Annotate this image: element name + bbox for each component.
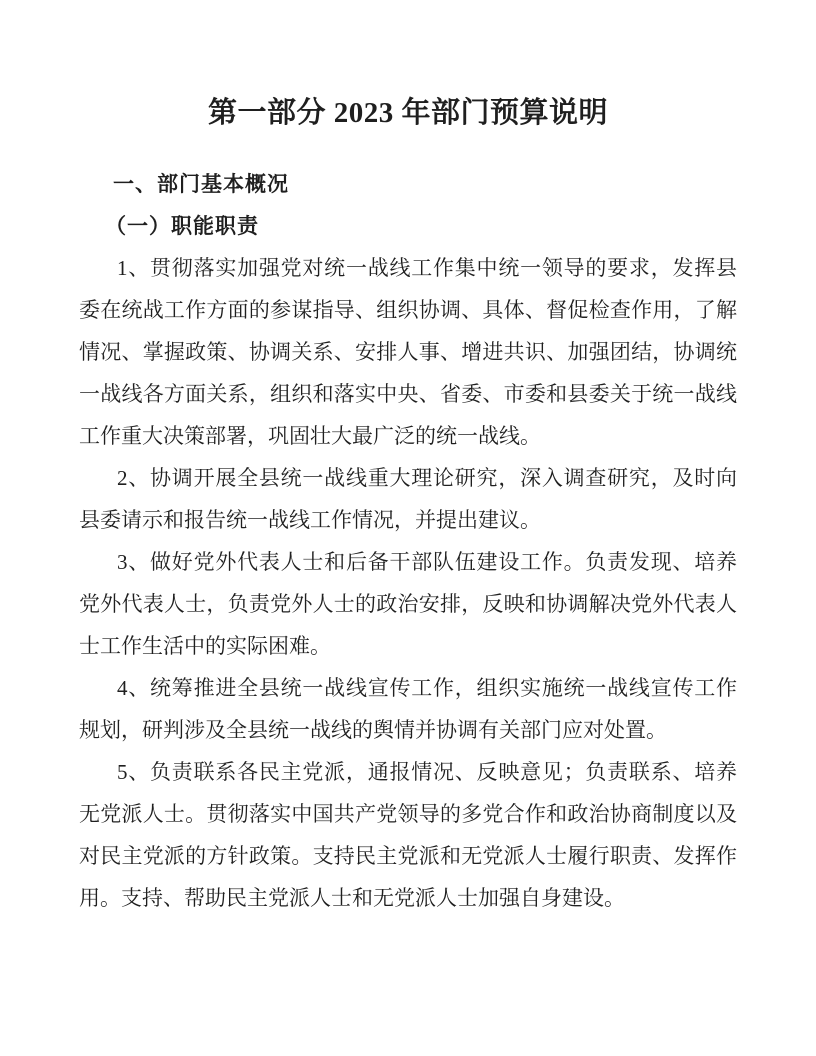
- body-text: [79, 247, 737, 919]
- paragraph-1-line-2: 委在统战工作方面的参谋指导、组织协调、具体、督促检查作用，了解: [79, 298, 737, 322]
- document-content: [79, 163, 737, 919]
- paragraph-5-line-2: 无党派人士。贯彻落实中国共产党领导的多党合作和政治协商制度以及: [79, 802, 737, 826]
- paragraph-2-line-1: 2、协调开展全县统一战线重大理论研究，深入调查研究，及时向: [117, 466, 737, 490]
- paragraph-2-line-2: 县委请示和报告统一战线工作情况，并提出建议。: [79, 508, 541, 532]
- document-title: 第一部分 2023 年部门预算说明: [207, 97, 608, 129]
- paragraph-1-line-3: 情况、掌握政策、协调关系、安排人事、增进共识、加强团结，协调统: [79, 340, 737, 364]
- paragraph-3-line-1: 3、做好党外代表人士和后备干部队伍建设工作。负责发现、培养: [117, 550, 737, 574]
- paragraph-5-line-4: 用。支持、帮助民主党派人士和无党派人士加强自身建设。: [79, 886, 625, 910]
- paragraph-5-line-3: 对民主党派的方针政策。支持民主党派和无党派人士履行职责、发挥作: [79, 844, 737, 868]
- subsection-heading: （一）职能职责: [105, 214, 259, 238]
- paragraph-3-line-2: 党外代表人士，负责党外人士的政治安排，反映和协调解决党外代表人: [79, 592, 737, 616]
- paragraph-1-line-4: 一战线各方面关系，组织和落实中央、省委、市委和县委关于统一战线: [79, 382, 737, 406]
- paragraph-1-line-5: 工作重大决策部署，巩固壮大最广泛的统一战线。: [79, 424, 541, 448]
- paragraph-3-line-3: 士工作生活中的实际困难。: [79, 634, 331, 658]
- section-heading: 一、部门基本概况: [113, 172, 289, 196]
- paragraph-5-line-1: 5、负责联系各民主党派，通报情况、反映意见；负责联系、培养: [117, 760, 737, 784]
- paragraph-4-line-1: 4、统筹推进全县统一战线宣传工作，组织实施统一战线宣传工作: [117, 676, 737, 700]
- paragraph-1-line-1: 1、贯彻落实加强党对统一战线工作集中统一领导的要求，发挥县: [117, 256, 737, 280]
- paragraph-4-line-2: 规划，研判涉及全县统一战线的舆情并协调有关部门应对处置。: [79, 718, 667, 742]
